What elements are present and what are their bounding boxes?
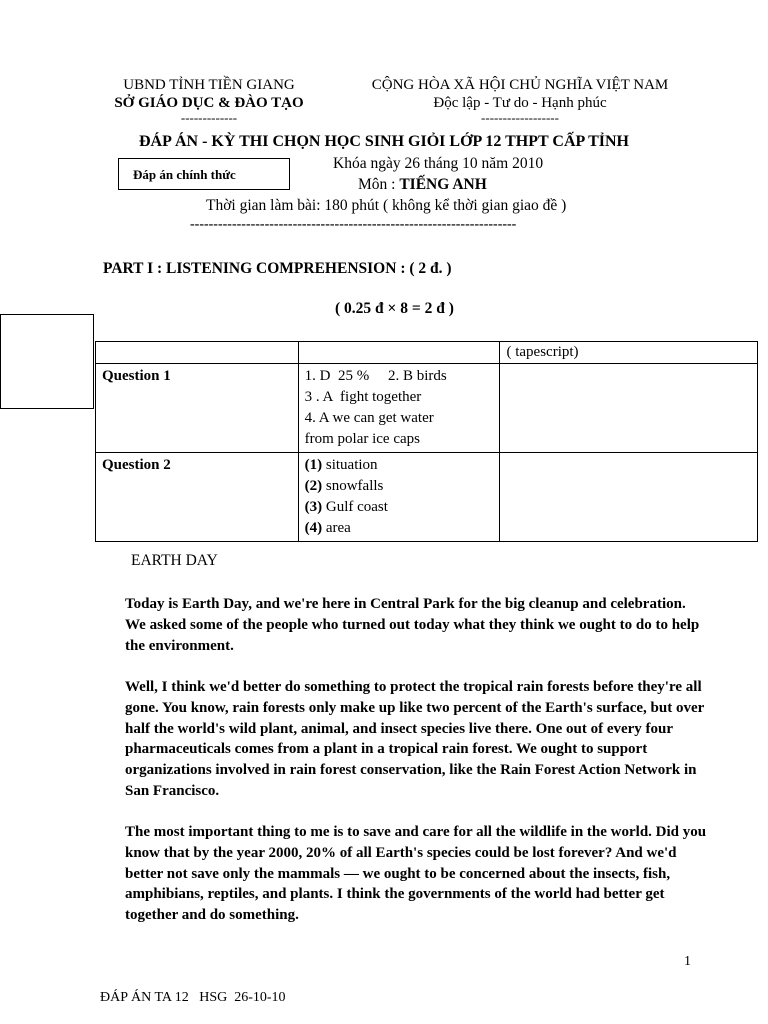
issuer-underline: -------------	[180, 110, 238, 125]
motto: Độc lập - Tư do - Hạnh phúc	[433, 95, 607, 111]
answer-number: (3)	[304, 499, 323, 515]
issuer-block	[98, 76, 320, 124]
answer-line: from polar ice caps	[304, 431, 420, 447]
page-number: 1	[684, 954, 691, 969]
tapescript-paragraph-2: Well, I think we'd better do something to protect the tropical rain forests before they're all gone. You know, rain forests only make up like two percent of the Earth's surface, but over half the world's wild plant, animal, and insect species live there. One out of every four pharmaceuticals comes from a plant in a tropical rain forest. We ought to support organizations involved in rain forest conservation, like the Rain Forest Action Network in San Francisco.	[125, 679, 705, 799]
part1-heading	[103, 260, 452, 278]
subject-name: TIẾNG ANH	[399, 176, 487, 193]
answer-number: (2)	[304, 478, 323, 494]
subject-line	[358, 176, 487, 194]
subject-label: Môn :	[358, 176, 396, 193]
table-header-tapescript: ( tapescript)	[500, 342, 758, 364]
part1-scoring: ( 0.25 đ × 8 = 2 đ )	[335, 300, 454, 317]
answer-text: situation	[322, 457, 378, 473]
answer-line	[305, 455, 494, 476]
score-box	[0, 314, 94, 409]
answer-line: 4. A we can get water	[304, 410, 434, 426]
answer-text: snowfalls	[322, 478, 384, 494]
answer-number: (1)	[304, 457, 323, 473]
official-answer-box	[118, 158, 290, 190]
issuer-province: UBND TỈNH TIỀN GIANG	[123, 77, 295, 93]
motto-underline: ------------------	[481, 110, 559, 125]
table-header-cell	[96, 342, 299, 364]
question-1-answers	[298, 364, 500, 453]
tapescript-cell	[500, 453, 758, 542]
tapescript-cell	[500, 364, 758, 453]
tapescript-title: EARTH DAY	[131, 552, 218, 569]
table-row	[96, 453, 758, 542]
question-1-label: Question 1	[96, 364, 299, 453]
answer-line: 1. D 25 % 2. B birds	[304, 368, 447, 384]
table-header-cell	[298, 342, 500, 364]
exam-duration: Thời gian làm bài: 180 phút ( không kể thời gian giao đề )	[206, 197, 567, 214]
tapescript-paragraph-3: The most important thing to me is to save and care for all the wildlife in the world. Did you know that by the year 2000, 20% of all Earth's species could be lost forever? And we'd better not save only the mammals — we ought to be concerned about the insects, fish, amphibians, reptiles, and plants. I think the governments of the world had better get together and do something.	[125, 824, 707, 924]
answer-text: area	[322, 520, 351, 536]
tapescript-paragraph-1: Today is Earth Day, and we're here in Central Park for the big cleanup and celebration. We asked some of the people who turned out today what they think we ought to do to help the environment.	[125, 596, 700, 654]
issuer-department: SỞ GIÁO DỤC & ĐÀO TẠO	[114, 95, 304, 111]
table-header-row	[96, 342, 758, 364]
answer-number: (4)	[304, 520, 323, 536]
page-title: ĐÁP ÁN - KỲ THI CHỌN HỌC SINH GIỎI LỚP 12 THPT CẤP TỈNH	[138, 133, 629, 150]
country-name: CỘNG HÒA XÃ HỘI CHỦ NGHĨA VIỆT NAM	[371, 77, 669, 93]
question-2-answers	[298, 453, 500, 542]
table-row	[96, 364, 758, 453]
footer-doc-code: ĐÁP ÁN TA 12 HSG 26-10-10	[100, 990, 286, 1005]
answer-line: 3 . A fight together	[304, 389, 422, 405]
exam-date: Khóa ngày 26 tháng 10 năm 2010	[333, 155, 544, 172]
part1-heading-title: PART I : LISTENING COMPREHENSION	[103, 260, 397, 277]
answer-text: Gulf coast	[322, 499, 388, 515]
answer-line	[305, 518, 494, 539]
part1-heading-points: : ( 2 đ. )	[396, 260, 452, 277]
answer-line	[305, 497, 494, 518]
answer-table	[95, 341, 758, 542]
official-answer-label: Đáp án chính thức	[133, 167, 236, 182]
national-motto-block	[345, 76, 695, 124]
divider-line: ----------------------------------------------------------------------	[190, 217, 517, 232]
answer-line	[305, 476, 494, 497]
question-2-label: Question 2	[96, 453, 299, 542]
